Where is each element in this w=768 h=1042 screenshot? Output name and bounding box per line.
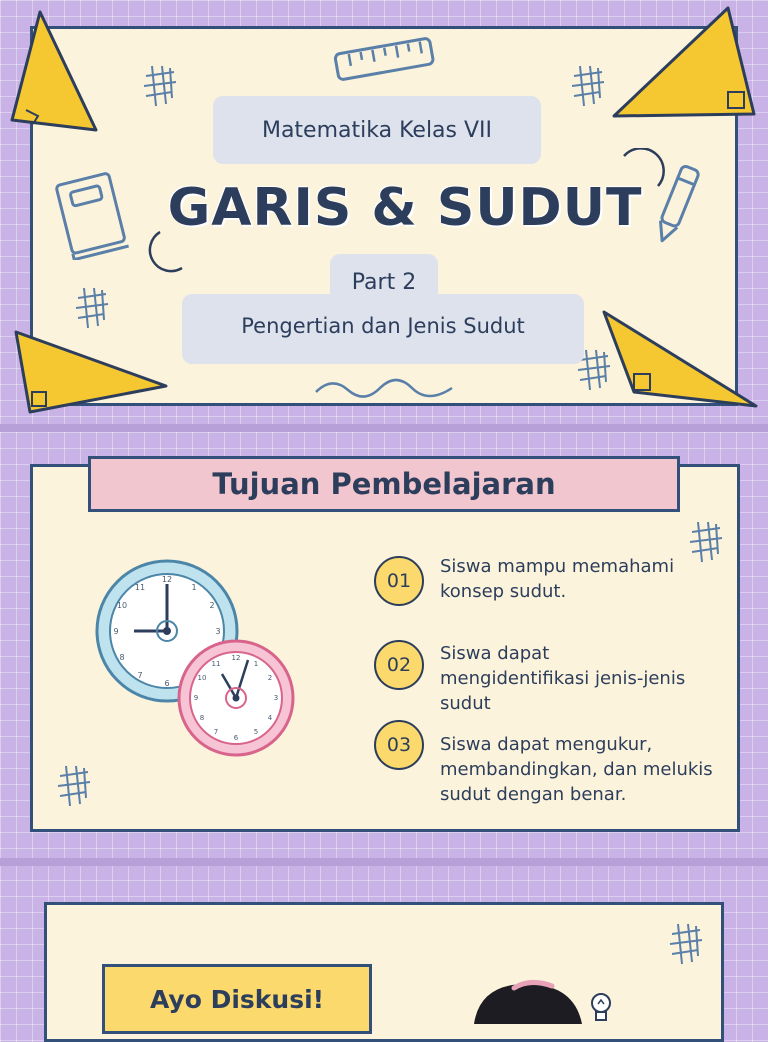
triangle-ruler-icon <box>8 8 100 134</box>
svg-text:7: 7 <box>137 671 143 680</box>
objective-number: 03 <box>374 720 424 770</box>
objective-number: 02 <box>374 640 424 690</box>
objective-text: Siswa mampu memahami konsep sudut. <box>440 556 675 602</box>
svg-text:9: 9 <box>113 627 119 636</box>
svg-text:7: 7 <box>213 728 219 736</box>
svg-text:6: 6 <box>164 679 170 688</box>
sparkle-icon <box>566 62 610 110</box>
clock-icon <box>176 638 296 758</box>
sparkle-icon <box>138 62 182 110</box>
objective-text: Siswa dapat mengidentifikasi jenis-jenis sudut <box>440 643 686 714</box>
svg-text:12: 12 <box>161 575 173 584</box>
class-label: Matematika Kelas VII <box>261 117 493 143</box>
svg-text:6: 6 <box>233 734 239 742</box>
svg-text:4: 4 <box>267 714 273 722</box>
ruler-icon <box>330 30 438 86</box>
svg-text:3: 3 <box>215 627 221 636</box>
svg-text:2: 2 <box>209 601 215 610</box>
triangle-ruler-icon <box>600 306 762 410</box>
svg-text:8: 8 <box>199 714 205 722</box>
decorative-wave <box>312 374 456 402</box>
slide-divider <box>0 424 768 432</box>
student-illustration <box>470 978 590 1024</box>
svg-text:12: 12 <box>231 654 241 662</box>
sparkle-icon <box>70 284 114 332</box>
discussion-label: Ayo Diskusi! <box>149 984 325 1014</box>
svg-text:1: 1 <box>253 660 259 668</box>
svg-text:9: 9 <box>193 694 199 702</box>
svg-text:11: 11 <box>211 660 221 668</box>
svg-text:11: 11 <box>134 583 146 592</box>
svg-text:1: 1 <box>191 583 197 592</box>
subtitle: Pengertian dan Jenis Sudut <box>241 314 525 338</box>
svg-text:8: 8 <box>119 653 125 662</box>
slide-divider <box>0 858 768 866</box>
page-title: GARIS & SUDUT <box>167 178 643 238</box>
sparkle-icon <box>52 762 96 810</box>
svg-text:10: 10 <box>197 674 207 682</box>
objective-text: Siswa dapat mengukur, membandingkan, dan melukis sudut dengan benar. <box>440 734 713 805</box>
sparkle-icon <box>664 920 708 968</box>
triangle-ruler-icon <box>608 4 758 120</box>
objectives-heading: Tujuan Pembelajaran <box>212 467 556 501</box>
part-label: Part 2 <box>351 270 417 295</box>
svg-text:10: 10 <box>116 601 128 610</box>
objective-number: 01 <box>374 556 424 606</box>
svg-text:5: 5 <box>253 728 259 736</box>
triangle-ruler-icon <box>10 326 170 416</box>
lightbulb-icon <box>586 990 616 1024</box>
svg-text:2: 2 <box>267 674 273 682</box>
svg-text:3: 3 <box>273 694 279 702</box>
